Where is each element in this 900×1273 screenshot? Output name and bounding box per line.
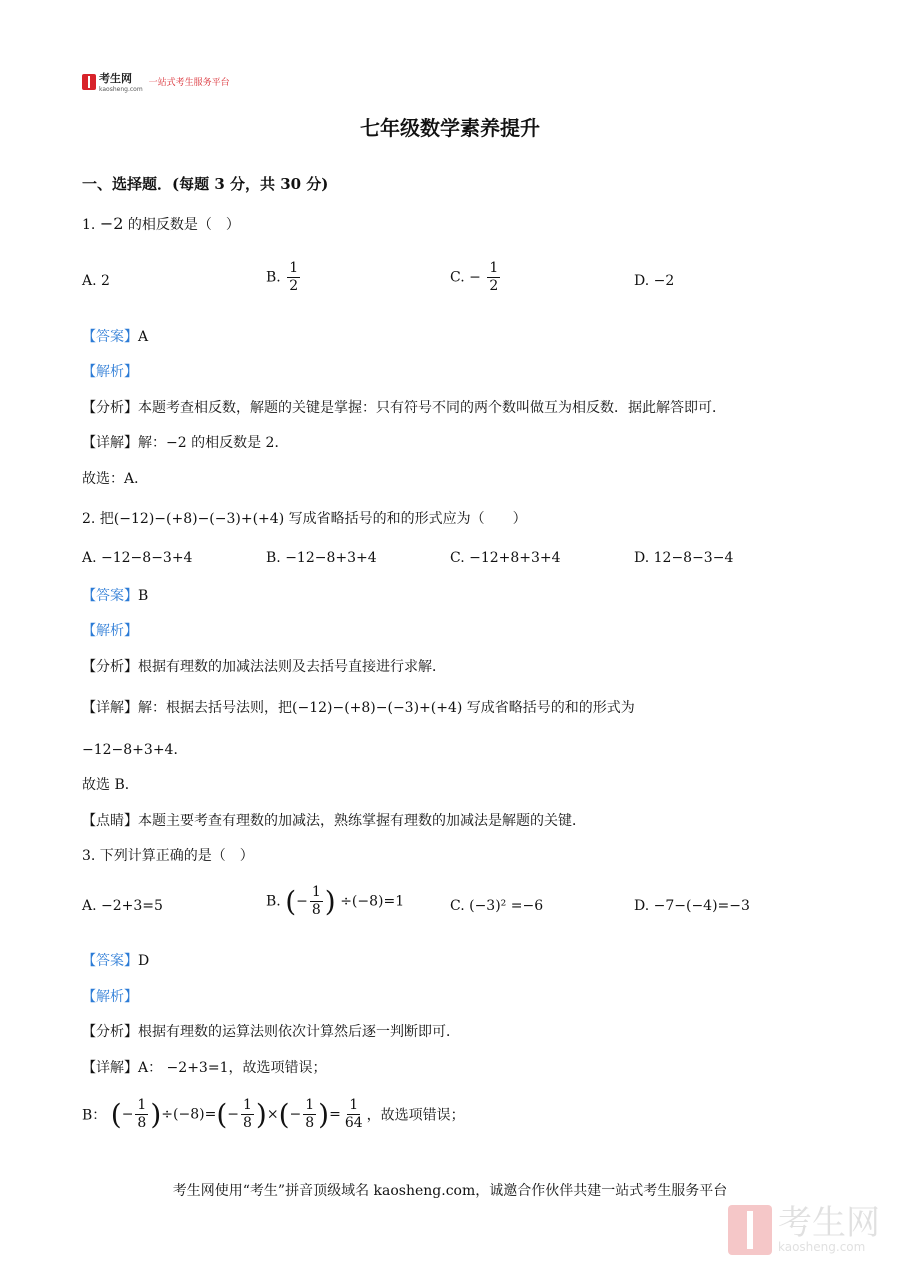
fraction-denominator: 8 [242, 1115, 252, 1131]
minus-sign: − [296, 893, 308, 910]
fraction-denominator: 2 [289, 278, 299, 294]
minus-sign: − [227, 1106, 239, 1123]
q2-option-d: D. 12−8−3−4 [634, 550, 734, 566]
logo-text [99, 70, 143, 93]
q1-option-b-label: B. [266, 269, 281, 286]
q1-option-b-fraction [287, 260, 300, 295]
answer-tag: 【答案】 [82, 329, 138, 345]
paren-close-glyph: ) [255, 1098, 267, 1131]
header-logo [82, 70, 230, 93]
paren-open-glyph: ( [216, 1098, 228, 1131]
q1-number: 1. [82, 217, 96, 233]
q3-option-b-rest: ÷(−8)=1 [340, 893, 405, 910]
q2-option-a: A. −12−8−3+4 [82, 550, 193, 566]
q3-detail-b [82, 1097, 465, 1132]
q2-fenxi: 【分析】根据有理数的加减法法则及去括号直接进行求解． [82, 659, 446, 675]
q3-analysis-tag: 【解析】 [82, 989, 138, 1005]
minus-sign: − [121, 1106, 134, 1123]
q1-stem [82, 214, 240, 234]
equals-sign: = [329, 1106, 341, 1123]
q1-option-c-sign: − [469, 269, 481, 286]
paren-open-glyph: ( [285, 885, 297, 918]
q2-option-c: C. −12+8+3+4 [450, 550, 561, 566]
q1-text: 的相反数是（ ） [127, 217, 240, 233]
answer-value: A [138, 329, 149, 345]
fraction-denominator: 8 [311, 902, 321, 918]
q2-analysis-tag: 【解析】 [82, 623, 138, 639]
watermark-logo-icon [728, 1205, 772, 1255]
q3-detail: 【详解】A： −2+3=1，故选项错误； [82, 1060, 327, 1076]
q2-dianjing: 【点睛】本题主要考查有理数的加减法，熟练掌握有理数的加减法是解题的关键． [82, 813, 586, 829]
q1-option-d: D. −2 [634, 273, 675, 289]
fraction-numerator: 1 [137, 1097, 147, 1113]
section-heading: 一、选择题．(每题 3 分，共 30 分) [82, 175, 329, 193]
paren-open-glyph: ( [110, 1098, 122, 1131]
fraction-denominator: 8 [305, 1115, 315, 1131]
logo-icon [82, 74, 96, 90]
page-title: 七年级数学素养提升 [360, 116, 540, 140]
q1-option-c-label: C. [450, 269, 465, 286]
q2-option-b: B. −12−8+3+4 [266, 550, 377, 566]
paren-close-glyph: ) [324, 885, 336, 918]
fraction-numerator: 1 [242, 1097, 252, 1113]
q3-option-b-fraction [310, 884, 323, 919]
answer-value: B [138, 588, 149, 604]
q2-stem: 2. 把(−12)−(+8)−(−3)+(+4) 写成省略括号的和的形式应为（ ） [82, 511, 527, 527]
result-fraction [343, 1097, 365, 1132]
paren-close-glyph: ) [150, 1098, 162, 1131]
watermark [728, 1205, 880, 1255]
q1-option-a: A. 2 [82, 273, 110, 289]
q2-detail-line2: −12−8+3+4． [82, 742, 188, 758]
answer-tag: 【答案】 [82, 588, 138, 604]
fraction [241, 1097, 254, 1132]
q3-option-a: A. −2+3=5 [82, 898, 163, 914]
q1-detail: 【详解】解：−2 的相反数是 2． [82, 435, 289, 451]
q2-answer [82, 585, 148, 605]
watermark-text [778, 1203, 880, 1254]
fraction-numerator: 1 [311, 884, 321, 900]
q3-detail-b-label: B： [82, 1107, 107, 1124]
fraction-denominator: 2 [489, 278, 499, 294]
q1-choose: 故选：A． [82, 471, 149, 487]
paren-close-glyph: ) [318, 1098, 330, 1131]
q3-detail-b-tail: ，故选项错误； [366, 1107, 465, 1124]
q3-option-c: C. (−3)² =−6 [450, 898, 544, 914]
watermark-domain: kaosheng.com [778, 1240, 866, 1254]
divide-neg-eight: ÷(−8)= [161, 1106, 217, 1123]
q3-answer [82, 950, 149, 970]
answer-tag: 【答案】 [82, 953, 138, 969]
logo-domain: kaosheng.com [99, 86, 143, 93]
q3-option-b-label: B. [266, 893, 281, 910]
logo-name: 考生网 [99, 72, 132, 85]
fraction-numerator: 1 [489, 260, 499, 276]
watermark-name: 考生网 [778, 1203, 880, 1243]
footer-text: 考生网使用“考生”拼音顶级域名 kaosheng.com，诚邀合作伙伴共建一站式考生服务平台 [172, 1183, 728, 1199]
fraction-denominator: 8 [137, 1115, 147, 1131]
q2-detail-line1: 【详解】解：根据去括号法则，把(−12)−(+8)−(−3)+(+4) 写成省略括号的和的形式为 [82, 700, 635, 716]
q3-option-b [266, 884, 404, 919]
q3-fenxi: 【分析】根据有理数的运算法则依次计算然后逐一判断即可． [82, 1024, 460, 1040]
q3-stem: 3. 下列计算正确的是（ ） [82, 848, 254, 864]
times-sign: × [266, 1106, 279, 1123]
answer-value: D [138, 953, 150, 969]
fraction-denominator: 64 [344, 1115, 363, 1131]
q1-option-c-fraction [487, 260, 500, 295]
fraction [303, 1097, 316, 1132]
minus-sign: − [289, 1106, 302, 1123]
paren-open-glyph: ( [278, 1098, 290, 1131]
fraction-numerator: 1 [305, 1097, 315, 1113]
q1-expr: −2 [99, 214, 124, 233]
q1-option-b [266, 260, 302, 295]
fraction-numerator: 1 [289, 260, 299, 276]
q1-answer [82, 326, 148, 346]
q1-analysis-tag: 【解析】 [82, 364, 138, 380]
q2-choose: 故选 B． [82, 777, 139, 793]
q3-option-d: D. −7−(−4)=−3 [634, 898, 750, 914]
q1-option-c [450, 260, 502, 295]
logo-slogan: 一站式考生服务平台 [148, 78, 230, 88]
fraction-numerator: 1 [349, 1097, 359, 1113]
fraction [135, 1097, 148, 1132]
q1-fenxi: 【分析】本题考查相反数，解题的关键是掌握：只有符号不同的两个数叫做互为相反数．据此解答即可． [82, 400, 726, 416]
